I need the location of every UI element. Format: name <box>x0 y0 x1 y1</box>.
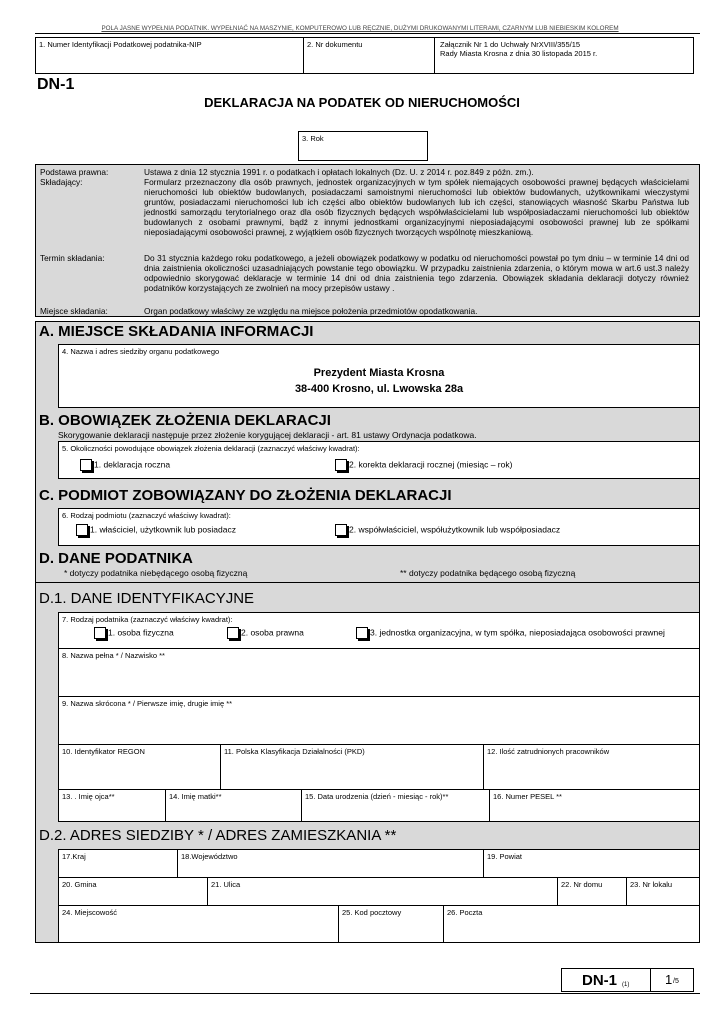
attachment-line-1: Załącznik Nr 1 do Uchwały NrXVIII/355/15 <box>440 40 581 49</box>
owner-option[interactable] <box>76 524 236 536</box>
city-field[interactable] <box>58 905 339 943</box>
postal-code-label: 25. Kod pocztowy <box>342 908 402 917</box>
full-name-field[interactable] <box>58 648 700 697</box>
deadline-text: Do 31 stycznia każdego roku podatkowego, a jeżeli obowiązek podatkowy w podatku od nieruchomości powstał po tym dniu – w terminie 14 dni od dnia zaistnienia okoliczności uzasadniających powstanie tego obowiązku. W przypadku zaistnienia zdarzenia, o którym mowa w art.6 ust.3 należy odpowiednio skorygować deklaracje w terminie 14 dni od dnia zaistnienia tego zdarzenia. Obowiązek składania deklaracji dotyczy również podatników korzystających ze zwolnień na mocy przepisów ustawy . <box>144 253 689 293</box>
tax-office-name: Prezydent Miasta Krosna <box>313 367 445 379</box>
legal-basis-label: Podstawa prawna: <box>40 167 109 177</box>
country-label: 17.Kraj <box>62 852 86 861</box>
deadline-label: Termin składania: <box>40 253 105 263</box>
owner-checkbox[interactable] <box>76 524 88 536</box>
owner-label: 1. właściciel, użytkownik lub posiadacz <box>90 524 236 535</box>
voivodeship-field[interactable] <box>177 849 484 878</box>
legal-person-option[interactable] <box>227 627 304 639</box>
annual-declaration-option[interactable] <box>80 459 170 471</box>
mother-name-label: 14. Imię matki** <box>169 792 222 801</box>
obligation-label: 5. Okoliczności powodujące obowiązek złożenia deklaracji (zaznaczyć właściwy kwadrat): <box>62 444 360 453</box>
section-d2-title: D.2. ADRES SIEDZIBY * / ADRES ZAMIESZKANIA ** <box>39 827 397 844</box>
top-instruction: POLA JASNE WYPEŁNIA PODATNIK. WYPEŁNIAĆ NA MASZYNIE, KOMPUTEROWO LUB RĘCZNIE, DUŻYMI DRUKOWANYMI LITERAMI, CZARNYM LUB NIEBIESKIM KOLOREM <box>101 25 619 32</box>
place-text: Organ podatkowy właściwy ze względu na miejsce położenia przedmiotów opodatkowania. <box>144 306 478 316</box>
year-label: 3. Rok <box>302 134 324 143</box>
correction-option[interactable] <box>335 459 512 471</box>
footer-code-sub: (1) <box>622 982 630 988</box>
regon-field[interactable] <box>58 744 221 790</box>
tax-office-label: 4. Nazwa i adres siedziby organu podatkowego <box>62 347 220 356</box>
mother-name-field[interactable] <box>165 789 302 822</box>
organizational-unit-checkbox[interactable] <box>356 627 368 639</box>
street-field[interactable] <box>207 877 558 906</box>
submitter-text: Formularz przeznaczony dla osób prawnych, jednostek organizacyjnych w tym spółek niemających osobowości prawnej będących właścicielami nieruchomości lub obiektów budowlanych, posiadaczami samoistnymi nieruchomości lub obiektów budowlanych, użytkownikami wieczystymi gruntów, posiadaczami nieruchomości lub ich części albo obiektów budowlanych lub ich części, stanowiących własność Skarbu Państwa lub jednostki samorządu terytorialnego oraz dla osób fizycznych będących współwłaścicielami lub współposiadaczami nieruchomości lub obiektów budowlanych z osobami prawnymi, bądź z innymi jednostkami organizacyjnymi nieposiadającymi osobowości prawnej lub ze spółkami nieposiadającymi osobowości prawnej, z wyjątkiem osób fizycznych tworzących wspólnotę mieszkaniową. <box>144 177 689 237</box>
section-b-note: Skorygowanie deklaracji następuje przez złożenie korygującej deklaracji - art. 81 ustawy Ordynacja podatkowa. <box>58 430 477 440</box>
document-number-field[interactable] <box>303 37 435 74</box>
street-label: 21. Ulica <box>211 880 241 889</box>
birth-date-field[interactable] <box>301 789 490 822</box>
legal-person-label: 2. osoba prawna <box>241 627 304 638</box>
page-total: /5 <box>673 978 679 985</box>
natural-person-option[interactable] <box>94 627 174 639</box>
city-label: 24. Miejscowość <box>62 908 118 917</box>
co-owner-label: 2. współwłaściciel, współużytkownik lub współposiadacz <box>349 524 561 535</box>
apartment-number-label: 23. Nr lokalu <box>630 880 673 889</box>
house-number-label: 22. Nr domu <box>561 880 603 889</box>
legal-basis-text: Ustawa z dnia 12 stycznia 1991 r. o podatkach i opłatach lokalnych (Dz. U. z 2014 r. poz.849 z późn. zm.). <box>144 167 534 177</box>
apartment-number-field[interactable] <box>626 877 700 906</box>
co-owner-checkbox[interactable] <box>335 524 347 536</box>
organizational-unit-label: 3. jednostka organizacyjna, w tym spółka, nieposiadająca osobowości prawnej <box>370 627 665 638</box>
municipality-field[interactable] <box>58 877 208 906</box>
form-title: DEKLARACJA NA PODATEK OD NIERUCHOMOŚCI <box>204 95 520 110</box>
section-d1-title: D.1. DANE IDENTYFIKACYJNE <box>39 590 255 607</box>
natural-person-label: 1. osoba fizyczna <box>108 627 174 638</box>
father-name-label: 13. . Imię ojca** <box>62 792 115 801</box>
birth-date-label: 15. Data urodzenia (dzień - miesiąc - rok)** <box>305 792 449 801</box>
info-block <box>35 164 700 317</box>
taxpayer-type-label: 7. Rodzaj podatnika (zaznaczyć właściwy kwadrat): <box>62 615 233 624</box>
tax-office-field <box>58 344 700 408</box>
page-number: 1 <box>665 972 673 987</box>
legal-person-checkbox[interactable] <box>227 627 239 639</box>
post-office-field[interactable] <box>443 905 700 943</box>
correction-label: 2. korekta deklaracji rocznej (miesiąc – rok) <box>349 459 513 470</box>
submitter-label: Składający: <box>40 177 83 187</box>
employees-field[interactable] <box>483 744 700 790</box>
footer-code: DN-1 <box>582 972 618 989</box>
section-d-note-2: ** dotyczy podatnika będącego osobą fizyczną <box>400 568 576 578</box>
section-d-title: D. DANE PODATNIKA <box>39 550 193 567</box>
regon-label: 10. Identyfikator REGON <box>62 747 145 756</box>
full-name-label: 8. Nazwa pełna * / Nazwisko ** <box>62 651 165 660</box>
organizational-unit-option[interactable] <box>356 627 665 639</box>
post-office-label: 26. Poczta <box>447 908 483 917</box>
footer-page-number <box>650 968 694 992</box>
county-field[interactable] <box>483 849 700 878</box>
pkd-field[interactable] <box>220 744 484 790</box>
section-d-note-1: * dotyczy podatnika niebędącego osobą fizyczną <box>64 568 248 578</box>
co-owner-option[interactable] <box>335 524 560 536</box>
footer-form-code <box>561 968 651 992</box>
correction-checkbox[interactable] <box>335 459 347 471</box>
pesel-label: 16. Numer PESEL ** <box>493 792 562 801</box>
nip-field[interactable] <box>35 37 304 74</box>
postal-code-field[interactable] <box>338 905 444 943</box>
attachment-note <box>434 37 694 74</box>
section-c-title: C. PODMIOT ZOBOWIĄZANY DO ZŁOŻENIA DEKLARACJI <box>39 487 452 504</box>
entity-type-label: 6. Rodzaj podmiotu (zaznaczyć właściwy kwadrat): <box>62 511 231 520</box>
tax-office-address: 38-400 Krosno, ul. Lwowska 28a <box>294 383 464 395</box>
short-name-label: 9. Nazwa skrócona * / Pierwsze imię, drugie imię ** <box>62 699 233 708</box>
employees-label: 12. Ilość zatrudnionych pracowników <box>487 747 610 756</box>
annual-declaration-label: 1. deklaracja roczna <box>94 459 171 470</box>
short-name-field[interactable] <box>58 696 700 745</box>
taxpayer-type-field <box>58 612 700 649</box>
country-field[interactable] <box>58 849 178 878</box>
obligation-field <box>58 441 700 479</box>
natural-person-checkbox[interactable] <box>94 627 106 639</box>
document-number-label: 2. Nr dokumentu <box>307 40 363 49</box>
place-label: Miejsce składania: <box>40 306 108 316</box>
municipality-label: 20. Gmina <box>62 880 97 889</box>
county-label: 19. Powiat <box>487 852 523 861</box>
year-field[interactable] <box>298 131 428 161</box>
form-code: DN-1 <box>37 76 75 93</box>
father-name-field[interactable] <box>58 789 166 822</box>
attachment-line-2: Rady Miasta Krosna z dnia 30 listopada 2015 r. <box>440 49 598 58</box>
pkd-label: 11. Polska Klasyfikacja Działalności (PKD) <box>224 747 365 756</box>
entity-type-field <box>58 508 700 546</box>
pesel-field[interactable] <box>489 789 700 822</box>
section-a-title: A. MIEJSCE SKŁADANIA INFORMACJI <box>39 323 314 340</box>
annual-declaration-checkbox[interactable] <box>80 459 92 471</box>
voivodeship-label: 18.Województwo <box>181 852 238 861</box>
section-b-title: B. OBOWIĄZEK ZŁOŻENIA DEKLARACJI <box>39 412 331 429</box>
nip-label: 1. Numer Identyfikacji Podatkowej podatnika-NIP <box>39 40 202 49</box>
house-number-field[interactable] <box>557 877 627 906</box>
